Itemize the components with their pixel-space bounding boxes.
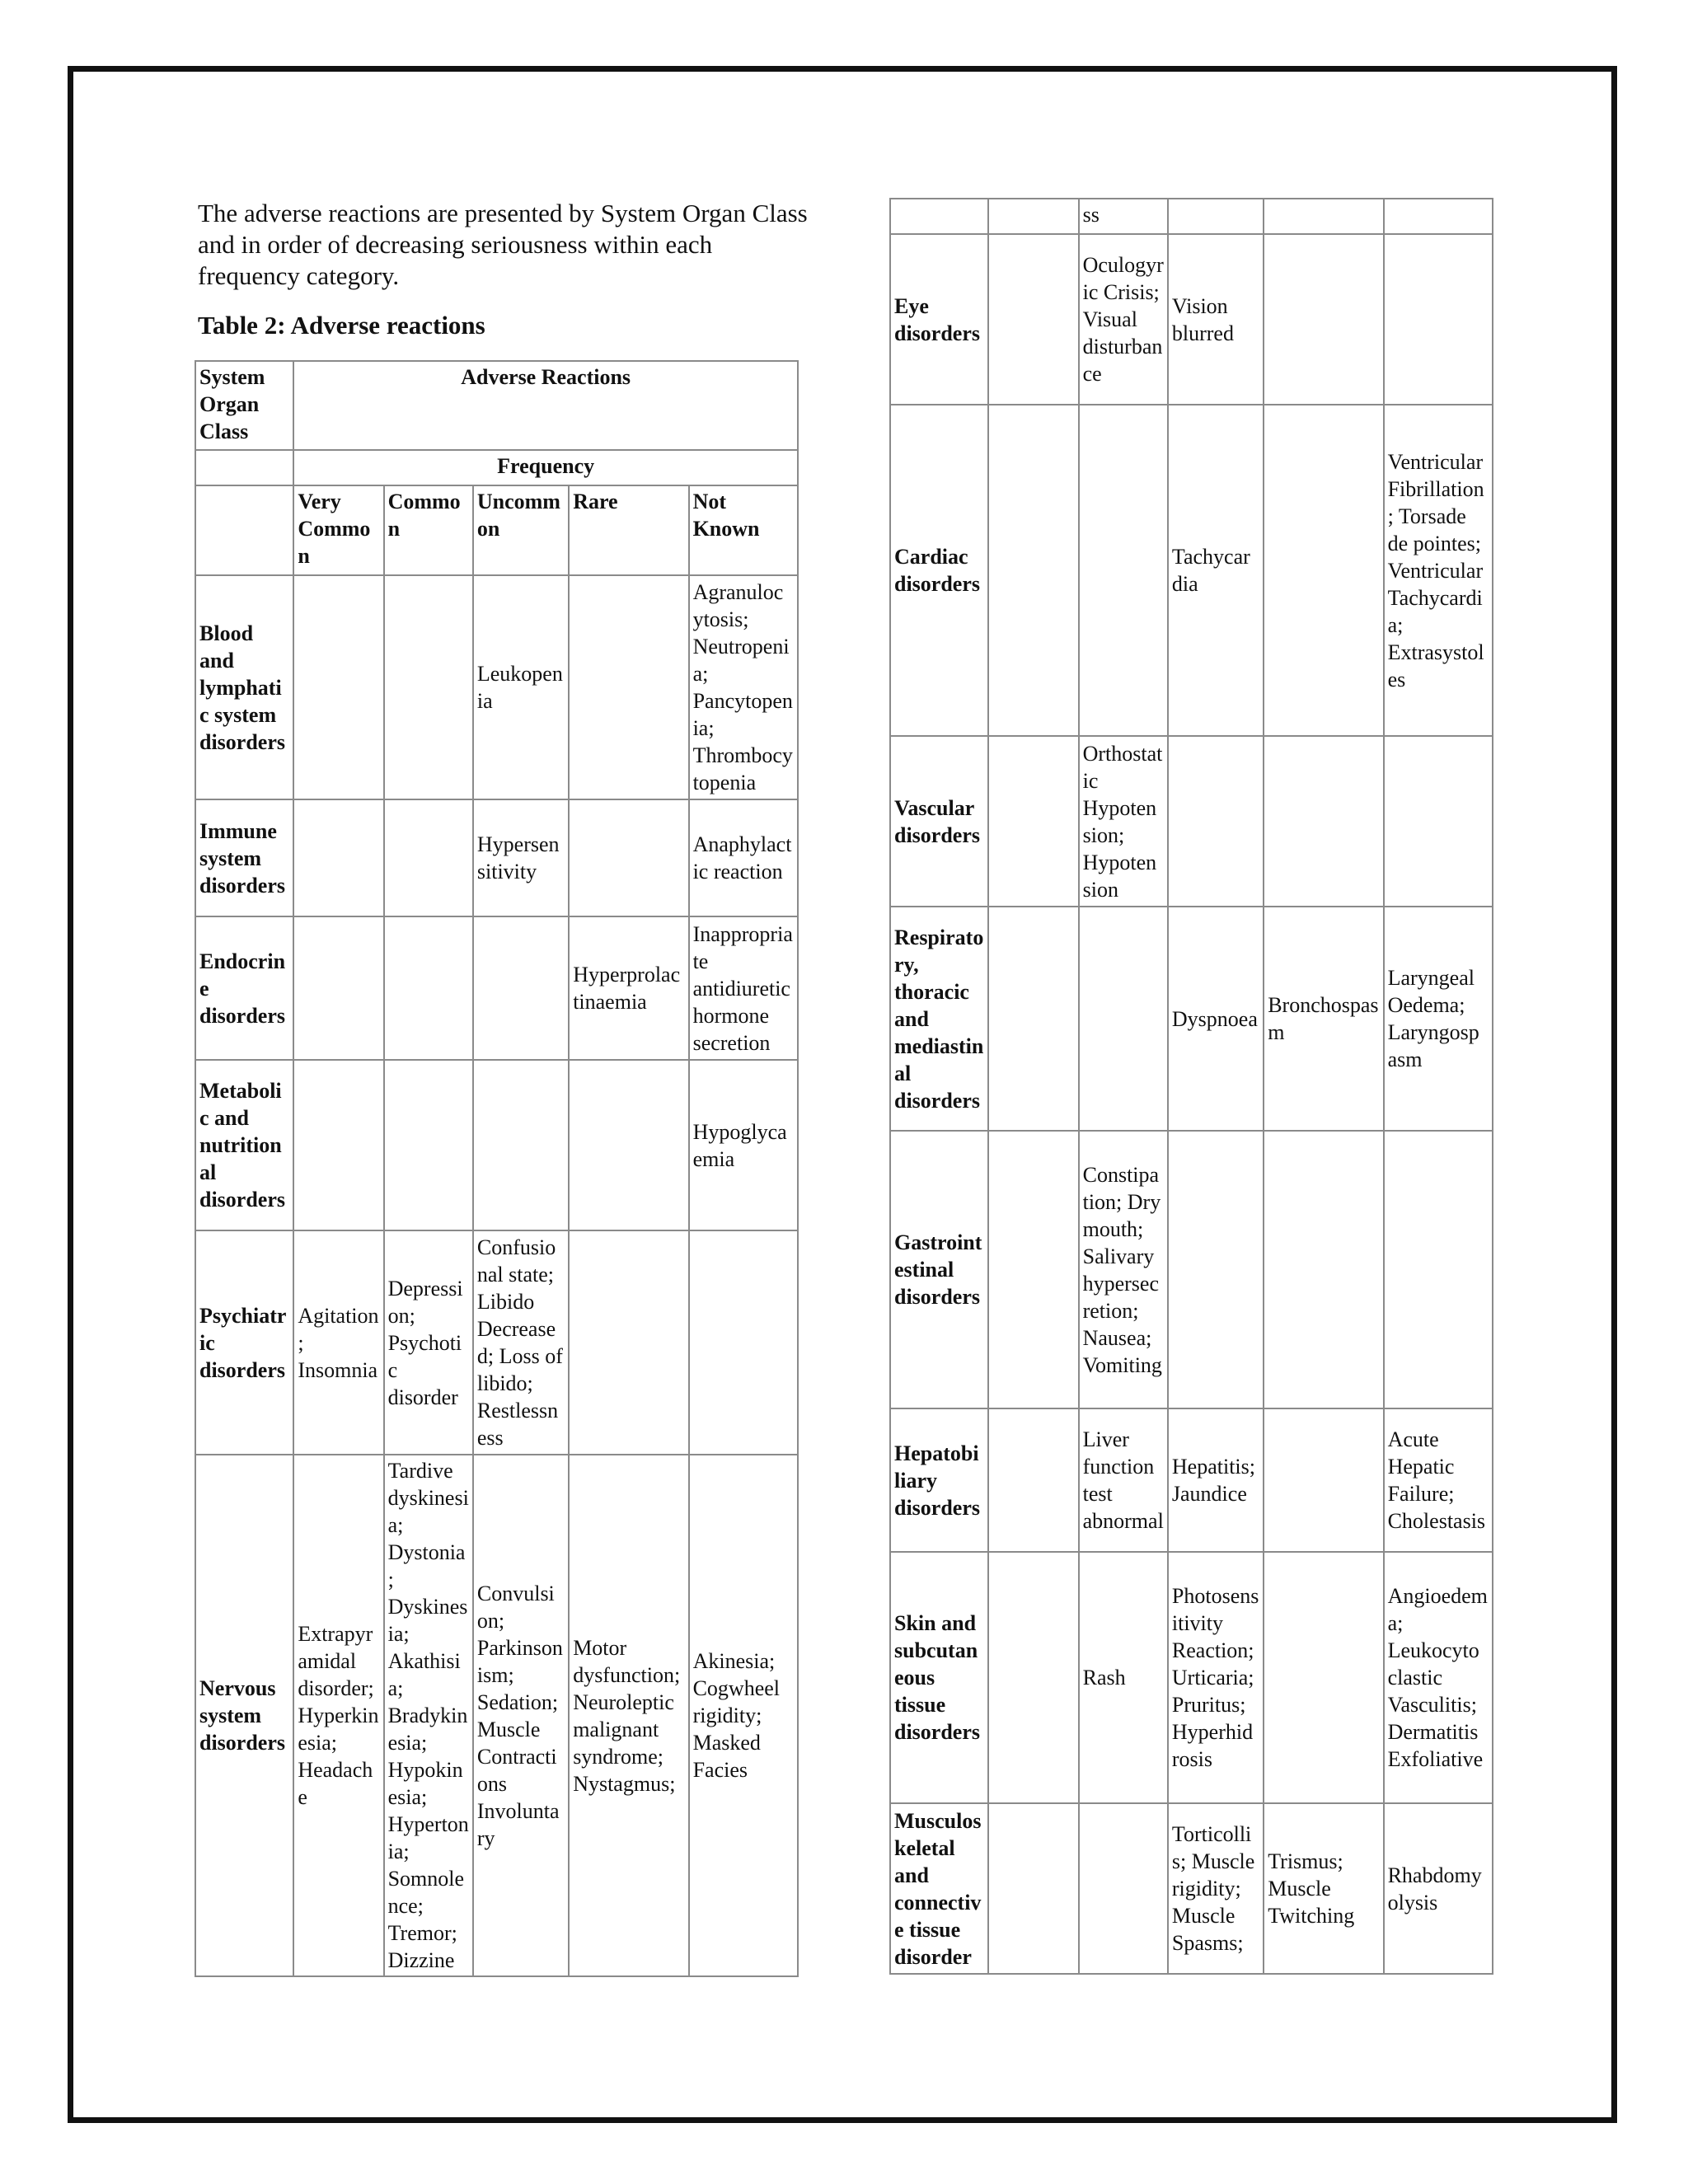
header-adverse-reactions: Adverse Reactions (293, 361, 798, 450)
cell-not-known: Ventricular Fibrillation; Torsade de pointes; Ventricular Tachycardia; Extrasystoles (1384, 405, 1493, 736)
cell-rare: Motor dysfunction; Neuroleptic malignant syndrome; Nystagmus; (569, 1455, 688, 1976)
cell-not-known: Akinesia; Cogwheel rigidity; Masked Facies (689, 1455, 798, 1976)
cell-very-common (988, 1408, 1078, 1552)
cell-not-known: Laryngeal Oedema; Laryngospasm (1384, 907, 1493, 1131)
cell-very-common (988, 234, 1078, 405)
header-frequency: Frequency (293, 450, 798, 485)
header-not-known: Not Known (689, 485, 798, 575)
intro-paragraph: The adverse reactions are presented by System Organ Class and in order of decreasing seriousness within each frequency category. (198, 199, 808, 290)
cell-soc: Eye disorders (890, 234, 988, 405)
table-row (890, 405, 1493, 736)
header-rare: Rare (569, 485, 688, 575)
cell-not-known (1384, 234, 1493, 405)
cell-rare (1264, 234, 1383, 405)
table-row (890, 1552, 1493, 1803)
cell-uncommon: Hepatitis; Jaundice (1168, 1408, 1264, 1552)
table-row (890, 907, 1493, 1131)
cell-very-common (293, 916, 383, 1060)
table-row (195, 575, 798, 799)
cell-uncommon: Tachycardia (1168, 405, 1264, 736)
cell-uncommon: Confusional state; Libido Decreased; Loss of libido; Restlessness (473, 1230, 569, 1455)
cell-not-known (1384, 1131, 1493, 1408)
cell-very-common (988, 736, 1078, 907)
cell-common (1079, 907, 1168, 1131)
header-empty-cell (195, 485, 293, 575)
cell-very-common (988, 1131, 1078, 1408)
cell-common: Constipation; Dry mouth; Salivary hypersecretion; Nausea; Vomiting (1079, 1131, 1168, 1408)
cell-soc: Nervous system disorders (195, 1455, 293, 1976)
cell-rare (569, 799, 688, 916)
cell-not-known: Anaphylactic reaction (689, 799, 798, 916)
cell-soc: Immune system disorders (195, 799, 293, 916)
cell-rare: Trismus; Muscle Twitching (1264, 1803, 1383, 1974)
table-row (195, 1230, 798, 1455)
table-row (890, 1408, 1493, 1552)
cell-uncommon (473, 916, 569, 1060)
cell-rare (569, 1060, 688, 1230)
cell-common: ss (1079, 199, 1168, 234)
cell-soc: Vascular disorders (890, 736, 988, 907)
cell-not-known (1384, 199, 1493, 234)
cell-soc: Psychiatric disorders (195, 1230, 293, 1455)
cell-uncommon: Torticollis; Muscle rigidity; Muscle Spasms; (1168, 1803, 1264, 1974)
cell-uncommon: Vision blurred (1168, 234, 1264, 405)
cell-uncommon: Hypersensitivity (473, 799, 569, 916)
header-common: Common (384, 485, 473, 575)
cell-common (384, 575, 473, 799)
cell-soc: Skin and subcutaneous tissue disorders (890, 1552, 988, 1803)
table-row (195, 799, 798, 916)
cell-common: Oculogyric Crisis; Visual disturbance (1079, 234, 1168, 405)
cell-not-known: Agranulocytosis; Neutropenia; Pancytopenia; Thrombocytopenia (689, 575, 798, 799)
table-row (195, 916, 798, 1060)
cell-rare (1264, 405, 1383, 736)
header-uncommon: Uncommon (473, 485, 569, 575)
cell-uncommon: Dyspnoea (1168, 907, 1264, 1131)
cell-uncommon (473, 1060, 569, 1230)
table-row (195, 1060, 798, 1230)
cell-rare: Hyperprolactinaemia (569, 916, 688, 1060)
table-row (890, 1803, 1493, 1974)
cell-common: Liver function test abnormal (1079, 1408, 1168, 1552)
cell-very-common (293, 575, 383, 799)
header-empty-cell (195, 450, 293, 485)
cell-common (384, 1060, 473, 1230)
cell-not-known: Hypoglycaemia (689, 1060, 798, 1230)
cell-rare (1264, 1408, 1383, 1552)
cell-common (1079, 1803, 1168, 1974)
cell-rare (1264, 1552, 1383, 1803)
header-very-common: Very Common (293, 485, 383, 575)
table-row (195, 1455, 798, 1976)
cell-not-known (689, 1230, 798, 1455)
cell-rare (1264, 736, 1383, 907)
cell-soc: Cardiac disorders (890, 405, 988, 736)
cell-not-known: Angioedema; Leukocytoclastic Vasculitis; Dermatitis Exfoliative (1384, 1552, 1493, 1803)
cell-very-common (988, 1803, 1078, 1974)
cell-uncommon (1168, 199, 1264, 234)
table-row (890, 1131, 1493, 1408)
cell-rare (1264, 1131, 1383, 1408)
cell-not-known: Rhabdomyolysis (1384, 1803, 1493, 1974)
cell-rare (569, 575, 688, 799)
cell-soc: Endocrine disorders (195, 916, 293, 1060)
cell-common (384, 916, 473, 1060)
cell-uncommon (1168, 1131, 1264, 1408)
cell-common (1079, 405, 1168, 736)
adverse-reactions-table-right (889, 198, 1493, 1975)
cell-very-common (293, 799, 383, 916)
cell-rare (569, 1230, 688, 1455)
cell-rare (1264, 199, 1383, 234)
cell-soc: Respiratory, thoracic and mediastinal disorders (890, 907, 988, 1131)
cell-very-common (988, 1552, 1078, 1803)
cell-very-common (988, 907, 1078, 1131)
cell-common (384, 799, 473, 916)
cell-very-common: Agitation; Insomnia (293, 1230, 383, 1455)
cell-soc: Hepatobiliary disorders (890, 1408, 988, 1552)
cell-soc: Musculoskeletal and connective tissue disorder (890, 1803, 988, 1974)
cell-uncommon: Leukopenia (473, 575, 569, 799)
cell-uncommon (1168, 736, 1264, 907)
cell-not-known: Inappropriate antidiuretic hormone secretion (689, 916, 798, 1060)
cell-rare: Bronchospasm (1264, 907, 1383, 1131)
table-row (890, 199, 1493, 234)
cell-uncommon: Photosensitivity Reaction; Urticaria; Pruritus; Hyperhidrosis (1168, 1552, 1264, 1803)
cell-common: Rash (1079, 1552, 1168, 1803)
cell-not-known: Acute Hepatic Failure; Cholestasis (1384, 1408, 1493, 1552)
cell-common: Orthostatic Hypotension; Hypotension (1079, 736, 1168, 907)
adverse-reactions-table-left (195, 360, 799, 1977)
cell-very-common (293, 1060, 383, 1230)
cell-very-common (988, 199, 1078, 234)
cell-soc: Gastrointestinal disorders (890, 1131, 988, 1408)
cell-not-known (1384, 736, 1493, 907)
table-row (890, 736, 1493, 907)
cell-soc (890, 199, 988, 234)
cell-very-common (988, 405, 1078, 736)
cell-uncommon: Convulsion; Parkinsonism; Sedation; Muscle Contractions Involuntary (473, 1455, 569, 1976)
table-row (890, 234, 1493, 405)
table-title: Table 2: Adverse reactions (198, 311, 485, 340)
cell-common: Tardive dyskinesia; Dystonia; Dyskinesia; Akathisia; Bradykinesia; Hypokinesia; Hypertonia; Somnolence; Tremor; Dizzine (384, 1455, 473, 1976)
cell-common: Depression; Psychotic disorder (384, 1230, 473, 1455)
cell-soc: Metabolic and nutritional disorders (195, 1060, 293, 1230)
cell-very-common: Extrapyramidal disorder; Hyperkinesia; Headache (293, 1455, 383, 1976)
header-system-organ-class: System Organ Class (195, 361, 293, 450)
cell-soc: Blood and lymphatic system disorders (195, 575, 293, 799)
